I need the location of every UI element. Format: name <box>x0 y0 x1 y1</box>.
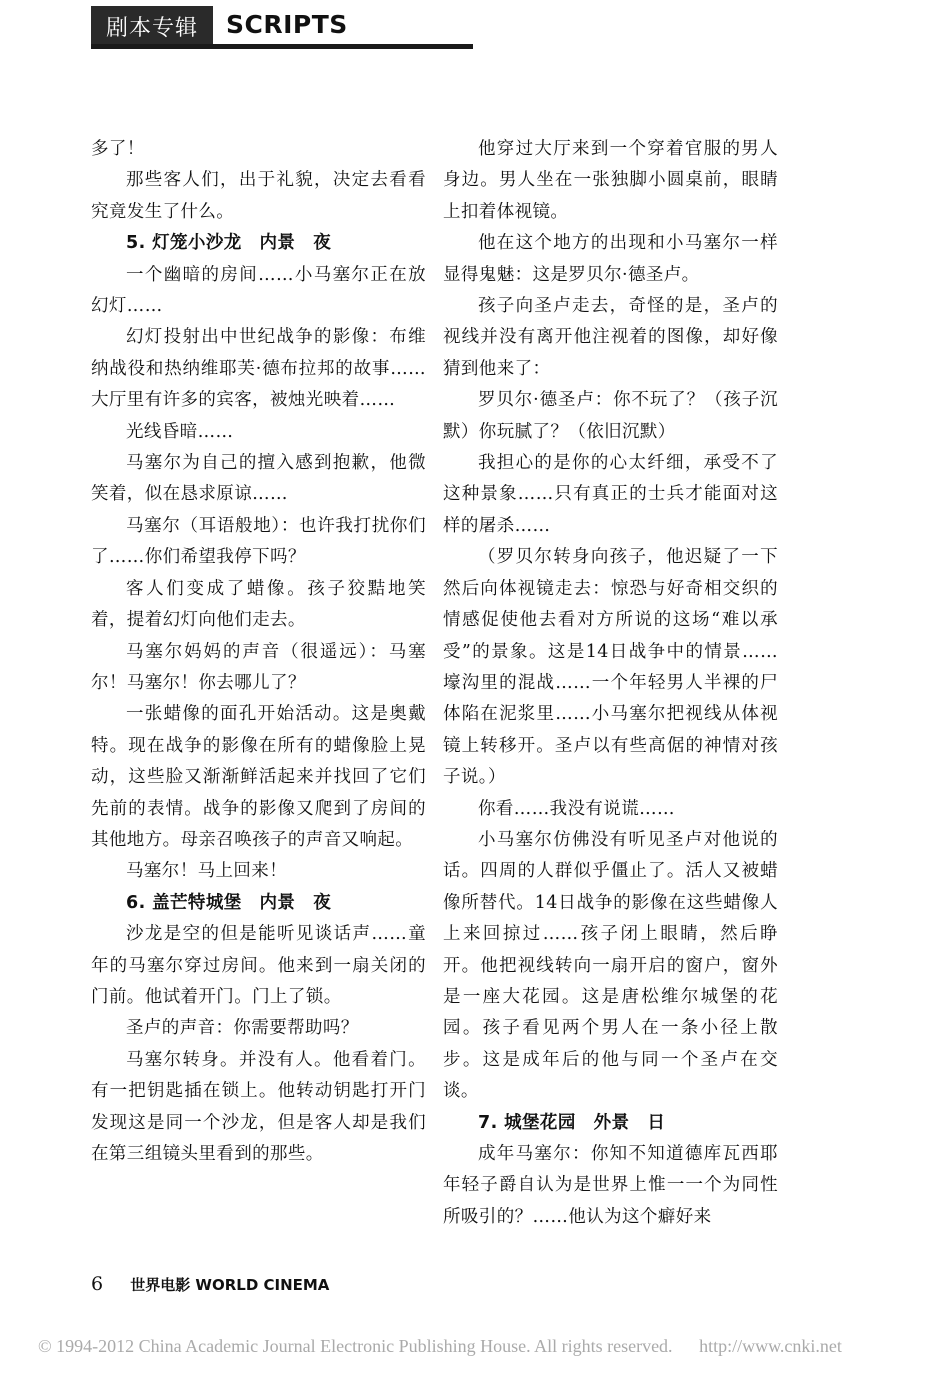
paragraph: 沙龙是空的但是能听见谈话声……童年的马塞尔穿过房间。他来到一扇关闭的门前。他试着开门。门上了锁。 <box>91 924 426 1007</box>
paragraph: 光线昏暗…… <box>126 421 234 442</box>
right-column <box>443 134 778 1233</box>
paragraph: 那些客人们，出于礼貌，决定去看看究竟发生了什么。 <box>91 170 426 222</box>
paragraph: 成年马塞尔：你知不知道德库瓦西耶年轻子爵自认为是世界上惟一一个为同性所吸引的？……他认为这个癖好来 <box>443 1144 778 1227</box>
paragraph: 一个幽暗的房间……小马塞尔正在放幻灯…… <box>91 264 426 317</box>
paragraph: 他在这个地方的出现和小马塞尔一样显得鬼魅：这是罗贝尔·德圣卢。 <box>443 233 778 285</box>
section-title-cn: 剧本专辑 <box>105 15 198 41</box>
paragraph: 马塞尔为自己的擅入感到抱歉，他微笑着，似在恳求原谅…… <box>91 453 426 505</box>
section-title-en: SCRIPTS <box>226 10 348 39</box>
page-footer <box>91 1273 329 1295</box>
scene-heading: 7. 城堡花园 外景 日 <box>478 1112 666 1133</box>
copyright-notice <box>38 1336 842 1357</box>
scene-heading: 5. 灯笼小沙龙 内景 夜 <box>126 233 332 254</box>
paragraph: 马塞尔妈妈的声音（很遥远）：马塞尔！马塞尔！你去哪儿了？ <box>91 641 426 693</box>
paragraph: 马塞尔转身。并没有人。他看着门。有一把钥匙插在锁上。他转动钥匙打开门发现这是同一个沙龙，但是客人却是我们在第三组镜头里看到的那些。 <box>91 1049 426 1164</box>
page-number: 6 <box>91 1273 104 1295</box>
paragraph: 幻灯投射出中世纪战争的影像：布维纳战役和热纳维耶芙·德布拉邦的故事……大厅里有许多的宾客，被烛光映着…… <box>91 327 426 411</box>
paragraph: 他穿过大厅来到一个穿着官服的男人身边。男人坐在一张独脚小圆桌前，眼睛上扣着体视镜。 <box>443 139 778 222</box>
section-tab <box>91 6 213 46</box>
paragraph: 一张蜡像的面孔开始活动。这是奥戴特。现在战争的影像在所有的蜡像脸上晃动，这些脸又渐渐鲜活起来并找回了它们先前的表情。战争的影像又爬到了房间的其他地方。母亲召唤孩子的声音又响起。 <box>91 704 426 850</box>
paragraph: 罗贝尔·德圣卢：你不玩了？（孩子沉默）你玩腻了？（依旧沉默） <box>443 390 778 442</box>
scene-heading: 6. 盖芒特城堡 内景 夜 <box>126 892 332 913</box>
paragraph: 孩子向圣卢走去，奇怪的是，圣卢的视线并没有离开他注视着的图像，却好像猜到他来了： <box>443 296 778 379</box>
header-rule <box>91 44 473 49</box>
paragraph: 客人们变成了蜡像。孩子狡黠地笑着，提着幻灯向他们走去。 <box>91 578 426 631</box>
paragraph: 多了！ <box>91 139 145 159</box>
paragraph: 你看……我没有说谎…… <box>478 798 675 819</box>
copyright-url[interactable]: http://www.cnki.net <box>699 1336 842 1356</box>
paragraph: 我担心的是你的心太纤细，承受不了这种景象……只有真正的士兵才能面对这样的屠杀…… <box>443 453 778 536</box>
journal-name: 世界电影 WORLD CINEMA <box>130 1276 330 1294</box>
paragraph: 小马塞尔仿佛没有听见圣卢对他说的话。四周的人群似乎僵止了。活人又被蜡像所替代。14日战争的影像在这些蜡像人上来回掠过……孩子闭上眼睛，然后睁开。他把视线转向一扇开启的窗户，窗外是一座大花园。这是唐松维尔城堡的花园。孩子看见两个男人在一条小径上散步。这是成年后的他与同一个圣卢在交谈。 <box>443 829 778 1102</box>
copyright-text: © 1994-2012 China Academic Journal Electronic Publishing House. All rights reserved. <box>38 1336 673 1356</box>
paragraph: （罗贝尔转身向孩子，他迟疑了一下然后向体视镜走去：惊恐与好奇相交织的情感促使他去看对方所说的这场“难以承受”的景象。这是14日战争中的情景……壕沟里的混战……一个年轻男人半裸的尸体陷在泥浆里……小马塞尔把视线从体视镜上转移开。圣卢以有些高倨的神情对孩子说。） <box>443 547 778 788</box>
paragraph: 马塞尔！马上回来！ <box>126 861 288 882</box>
paragraph: 圣卢的声音：你需要帮助吗？ <box>126 1018 359 1039</box>
left-column <box>91 134 426 1170</box>
paragraph: 马塞尔（耳语般地）：也许我打扰你们了……你们希望我停下吗？ <box>91 515 426 568</box>
